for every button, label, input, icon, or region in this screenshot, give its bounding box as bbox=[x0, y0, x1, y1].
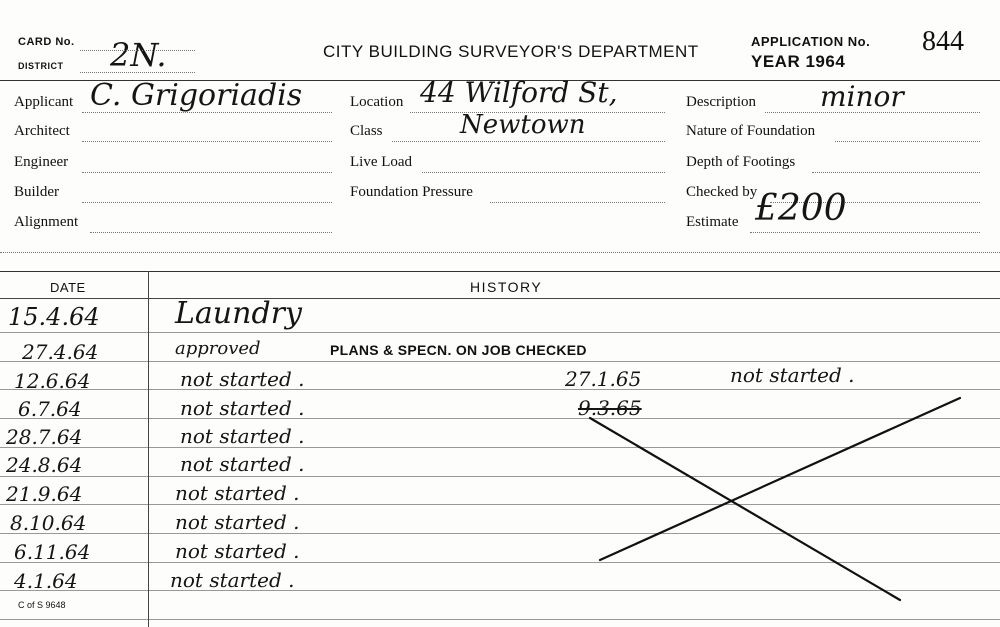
applicant-label: Applicant bbox=[14, 94, 74, 110]
live-load-label: Live Load bbox=[350, 154, 413, 170]
history-date-right: 27.1.65 bbox=[565, 367, 642, 391]
application-label: APPLICATION No. bbox=[751, 34, 871, 49]
history-entry: not started . bbox=[175, 539, 300, 563]
history-entry: not started . bbox=[180, 367, 305, 391]
estimate-value: £200 bbox=[755, 188, 847, 229]
applicant-value: C. Grigoriadis bbox=[90, 78, 303, 113]
plans-checked-stamp: PLANS & SPECN. ON JOB CHECKED bbox=[330, 342, 587, 358]
class-value: Newtown bbox=[460, 110, 586, 140]
date-column-header: DATE bbox=[50, 280, 86, 295]
history-entry: not started . bbox=[170, 568, 295, 592]
location-label: Location bbox=[350, 94, 404, 110]
district-value: 2N. bbox=[110, 36, 167, 74]
history-entry: not started . bbox=[175, 510, 300, 534]
history-date: 21.9.64 bbox=[6, 482, 83, 506]
history-entry-right: not started . bbox=[730, 363, 855, 387]
history-entry: Laundry bbox=[175, 296, 302, 331]
history-date: 27.4.64 bbox=[22, 340, 99, 364]
form-code: C of S 9648 bbox=[18, 600, 66, 610]
history-date: 6.11.64 bbox=[14, 540, 91, 564]
district-label: DISTRICT bbox=[18, 61, 64, 71]
checked-by-label: Checked by bbox=[686, 184, 758, 200]
history-date: 15.4.64 bbox=[8, 303, 100, 331]
history-column-header: HISTORY bbox=[470, 279, 543, 295]
architect-label: Architect bbox=[14, 123, 70, 139]
builder-label: Builder bbox=[14, 184, 59, 200]
history-entry: approved bbox=[175, 338, 261, 359]
history-date: 8.10.64 bbox=[10, 511, 87, 535]
card-no-label: CARD No. bbox=[18, 36, 75, 48]
depth-of-footings-label: Depth of Footings bbox=[686, 154, 796, 170]
nature-of-foundation-label: Nature of Foundation bbox=[686, 123, 816, 139]
struck-history-date: 9.3.65 bbox=[578, 396, 642, 420]
description-label: Description bbox=[686, 94, 756, 110]
history-entry: not started . bbox=[180, 396, 305, 420]
history-date: 24.8.64 bbox=[6, 453, 83, 477]
history-entry: not started . bbox=[180, 452, 305, 476]
engineer-label: Engineer bbox=[14, 154, 69, 170]
estimate-label: Estimate bbox=[686, 214, 739, 230]
alignment-label: Alignment bbox=[14, 214, 79, 230]
history-date: 6.7.64 bbox=[18, 397, 82, 421]
history-entry: not started . bbox=[175, 481, 300, 505]
application-number: 844 bbox=[922, 26, 964, 57]
class-label: Class bbox=[350, 123, 383, 139]
history-date: 28.7.64 bbox=[6, 425, 83, 449]
history-entry: not started . bbox=[180, 424, 305, 448]
department-title: CITY BUILDING SURVEYOR'S DEPARTMENT bbox=[323, 42, 699, 61]
location-value: 44 Wilford St, bbox=[420, 76, 618, 109]
foundation-pressure-label: Foundation Pressure bbox=[350, 184, 473, 200]
history-date: 4.1.64 bbox=[14, 569, 78, 593]
description-value: minor bbox=[820, 80, 904, 113]
history-date: 12.6.64 bbox=[14, 369, 91, 393]
year-label: YEAR 1964 bbox=[751, 52, 846, 71]
